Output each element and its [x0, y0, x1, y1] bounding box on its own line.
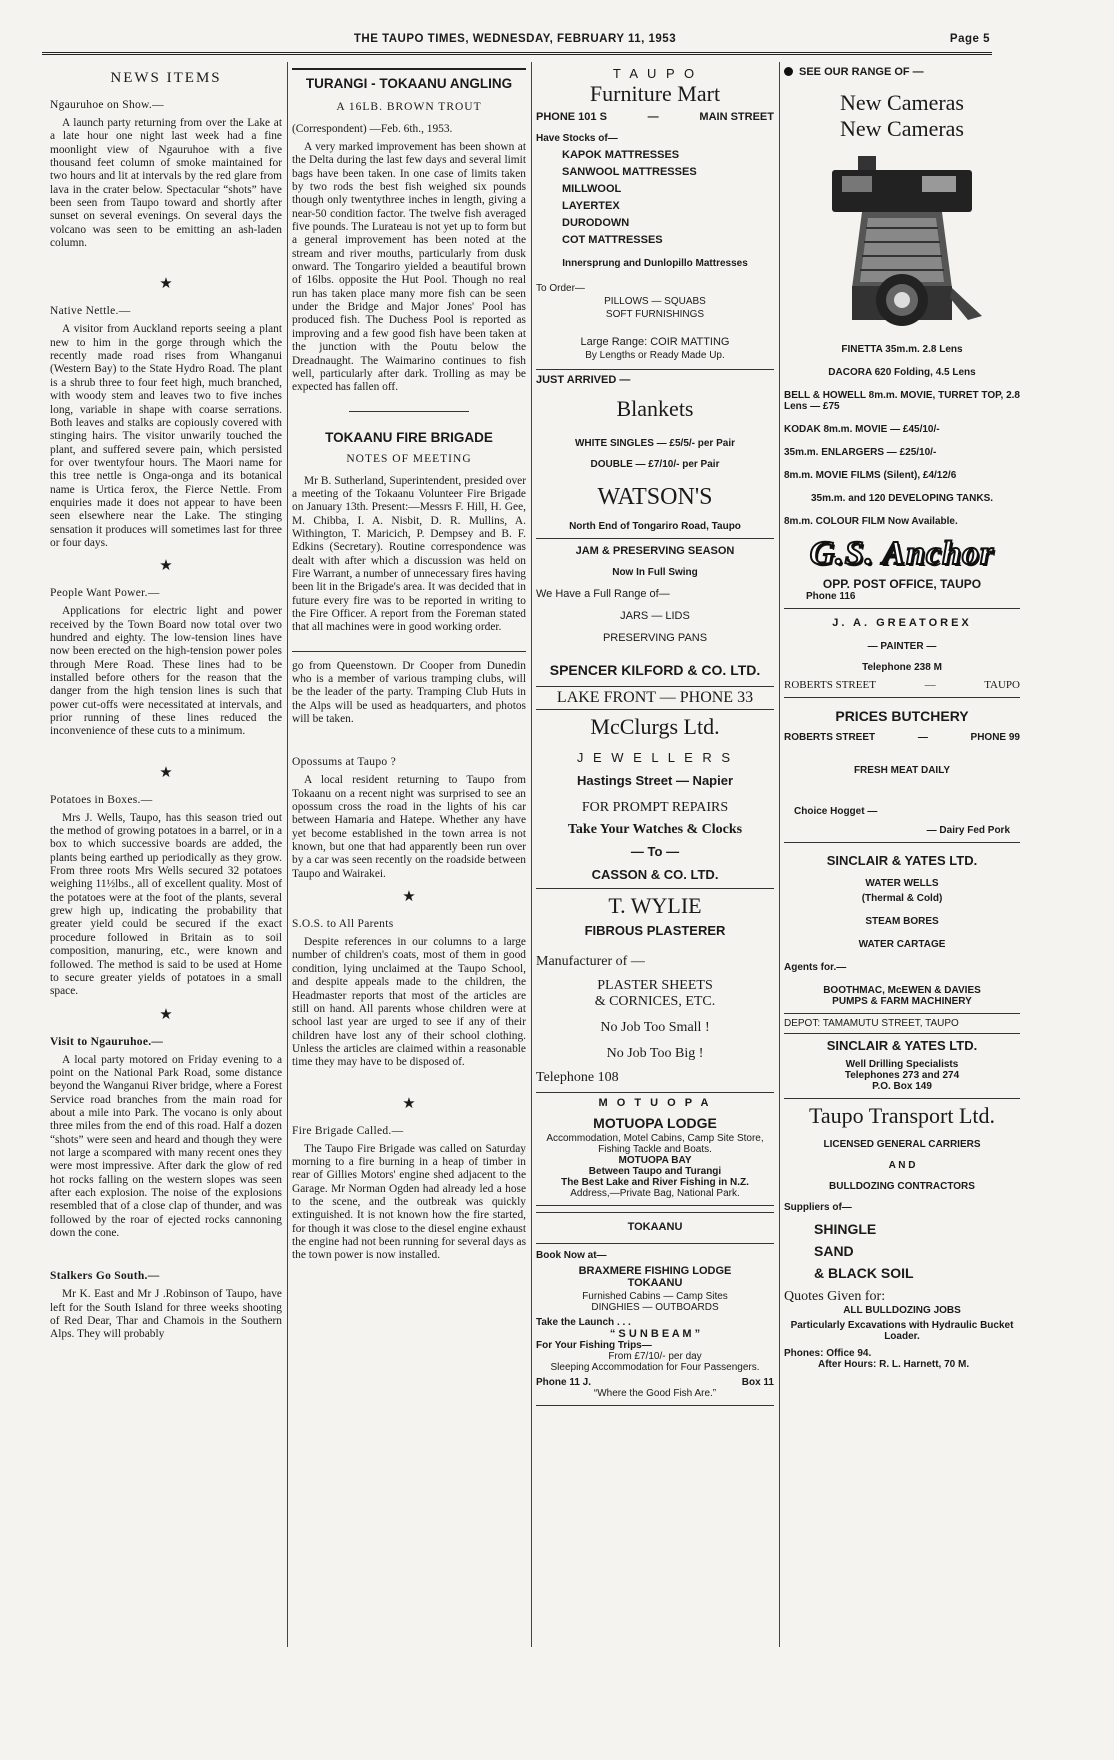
ad-line: By Lengths or Ready Made Up. — [585, 350, 725, 361]
ad-line: Hastings Street — Napier — [576, 773, 734, 788]
ad-line: (Thermal & Cold) — [861, 893, 943, 904]
ad-line: DINGHIES — OUTBOARDS — [591, 1302, 719, 1313]
ad-line: ALL BULLDOZING JOBS — [843, 1305, 961, 1316]
ad-line: P.O. Box 149 — [872, 1081, 932, 1092]
article-heading: Ngauruhoe on Show.— — [50, 99, 164, 111]
ad-title: SINCLAIR & YATES LTD. — [826, 853, 978, 868]
ad-line: BOOTHMAC, McEWEN & DAVIES — [823, 985, 981, 996]
star-icon: ★ — [159, 558, 173, 575]
ad-item: KAPOK MATTRESSES — [562, 149, 680, 161]
ad-line: & CORNICES, ETC. — [594, 994, 716, 1009]
article-text: A local resident returning to Taupo from Tokaanu on a recent night was surprised to see an opossum cross the road in the lights of his car between Hamaria and Hatepe. Whether any have yet become established in the town arrea is not known, but one that had apparently been run over by a car was seen recently on the roadside between Taupo and Wairakei. — [292, 774, 526, 880]
ad-line: Quotes Given for: — [784, 1289, 886, 1304]
ad-line: PUMPS & FARM MACHINERY — [832, 996, 972, 1007]
ad-line: MOTUOPA BAY — [618, 1155, 692, 1166]
ad-phone: PHONE 99 — [970, 732, 1020, 743]
ad-title: Furniture Mart — [589, 81, 721, 106]
ad-line: OPP. POST OFFICE, TAUPO — [822, 577, 982, 591]
ad-line: Take Your Watches & Clocks — [567, 822, 743, 837]
masthead — [40, 30, 990, 50]
ad-phone: PHONE 101 S — [536, 111, 607, 123]
ad-line: SOFT FURNISHINGS — [605, 309, 705, 320]
article-text: Mr B. Sutherland, Superintendent, presided over a meeting of the Tokaanu Volunteer Fire Brigade on January 13th. Present:—Messrs F. Hill, H. Gee, M. Chibba, I. A. Nisbit, D. R. Mullins, A. Withington, T. Maricich, P. Dempsey and B. F. Edkins (Secretary). Routine correspondence was dealt with after which a discussion was held on Fire Warrant, a number of unnecessary fires having been lit in the Brigade's area. It was decided that in future every fire was to be reported in writing to the Fire Officer. A report from the Foreman stated that all machines were in good working order. — [292, 474, 526, 634]
ad-line: From £7/10/- per day — [608, 1351, 702, 1362]
star-icon: ★ — [159, 276, 173, 293]
ad-title: J. A. GREATOREX — [832, 617, 972, 629]
ad-line: WHITE SINGLES — £5/5/- per Pair — [574, 438, 736, 449]
ad-line: M O T U O P A — [598, 1097, 712, 1109]
ad-line: Telephones 273 and 274 — [844, 1070, 960, 1081]
ad-line: FRESH MEAT DAILY — [853, 765, 951, 776]
lake-front-ad — [536, 689, 774, 710]
column-rule — [287, 62, 288, 1647]
ad-line: BRAXMERE FISHING LODGE — [578, 1265, 732, 1277]
ad-line: SEE OUR RANGE OF — — [799, 66, 924, 78]
article-text: The Taupo Fire Brigade was called on Saturday morning to a fire burning in a heap of timber in rear of Gillies Motors' engine shed adjacent to the Garage. Mr Norman Ogden had already led a hose to the scene, and the outbreak was quickly extinguished. It is not known how the fire started, for though it was close to the diesel engine exhaust the engine had not been running for several days as the town power is now installed. — [292, 1142, 526, 1262]
ad-item: 8m.m. MOVIE FILMS (Silent), £4/12/6 — [784, 470, 957, 481]
ad-street: MAIN STREET — [699, 111, 774, 123]
article-text: Applications for electric light and power received by the Town Board now total over two hundred and eighty. The low-tension lines have now been erected on the high-tension power poles through Mere Road. These lines had to be installed before others for the reason that the danger from the high tension lines is such that power cut-offs were necessitated at intervals, and prior running of these lines reduced the inconvenience of these cuts to a minimum. — [50, 605, 282, 738]
greatorex-ad — [784, 609, 1020, 698]
ad-line: Telephone 108 — [536, 1070, 619, 1085]
ad-line: PLASTER SHEETS — [597, 978, 713, 993]
ad-item: MILLWOOL — [562, 183, 622, 195]
ad-title: Blankets — [616, 396, 694, 421]
ad-line: The Best Lake and River Fishing in N.Z. — [561, 1177, 749, 1188]
ad-line: Suppliers of— — [784, 1202, 852, 1213]
article-text: go from Queenstown. Dr Cooper from Dunedin who is a member of various tramping clubs, will be the leader of the party. Tramping Club Huts in the Alps will be used as headquarters, and photos will be taken. — [292, 659, 526, 726]
ad-row — [536, 111, 774, 123]
ad-item: COT MATTRESSES — [562, 234, 663, 246]
ad-item: DACORA 620 Folding, 4.5 Lens — [828, 367, 976, 378]
star-icon: ★ — [159, 1006, 173, 1023]
correspondent-line: (Correspondent) —Feb. 6th., 1953. — [292, 123, 453, 135]
ad-title: New Cameras — [839, 116, 964, 141]
star-icon: ★ — [402, 1095, 416, 1112]
article-heading: Fire Brigade Called.— — [292, 1124, 404, 1137]
ad-line: Choice Hogget — — [794, 806, 878, 817]
ad-line: — — [917, 732, 928, 743]
wylie-ad — [536, 889, 774, 1093]
camera-icon — [802, 148, 1002, 334]
article-heading: Native Nettle.— — [50, 305, 131, 318]
ad-line — [784, 66, 1020, 78]
ad-title: TOKAANU — [627, 1221, 683, 1233]
advertisements-column-right — [784, 62, 1020, 1657]
ad-title: T. WYLIE — [608, 893, 702, 918]
ad-box: Box 11 — [741, 1377, 774, 1388]
bullet-icon — [784, 67, 793, 76]
ad-line: SHINGLE — [814, 1221, 877, 1237]
ad-title: WATSON'S — [597, 484, 713, 510]
motuopa-lodge-ad — [536, 1093, 774, 1206]
ad-line: To Order— — [536, 283, 585, 294]
ad-line: TOKAANU — [627, 1277, 683, 1289]
ad-line: DEPOT: TAMAMUTU STREET, TAUPO — [784, 1014, 1020, 1034]
ad-line: — To — — [630, 844, 680, 859]
ad-line: Take the Launch . . . — [536, 1317, 631, 1328]
ad-line: Address,—Private Bag, National Park. — [570, 1188, 740, 1199]
ad-item: FINETTA 35m.m. 2.8 Lens — [841, 344, 963, 355]
ad-line: SAND — [814, 1243, 854, 1259]
ad-line: — PAINTER — — [867, 641, 937, 652]
ad-line: No Job Too Small ! — [600, 1020, 710, 1035]
ad-title: LAKE FRONT — PHONE 33 — [556, 689, 754, 706]
column-rule — [779, 62, 780, 1647]
taupo-transport-ad — [784, 1099, 1020, 1370]
advertisements-column — [536, 62, 774, 1657]
ad-item: 8m.m. COLOUR FILM Now Available. — [784, 516, 958, 527]
fire-brigade-subtitle: NOTES OF MEETING — [346, 452, 472, 465]
ad-title: PRICES BUTCHERY — [835, 708, 969, 724]
sinclair-yates-ad — [784, 843, 1020, 1014]
ad-line: CASSON & CO. LTD. — [591, 867, 719, 882]
article-heading: People Want Power.— — [50, 587, 160, 600]
ad-line: For Your Fishing Trips— — [536, 1340, 652, 1351]
ad-line: Large Range: COIR MATTING — [580, 336, 730, 348]
ad-item: DURODOWN — [562, 217, 630, 229]
mcclurgs-ad — [536, 710, 774, 889]
article-text: Despite references in our columns to a large number of children's coats, most of them in good condition, lying unclaimed at the Taupo School, and despite appeals made to the children, the Headmaster reports that most of the articles are still on hand. All parents whose children were at school last year are urged to see if any of their children have lost any of their school clothing. Unless the articles are claimed within a reasonable time they may have to be disposed of. — [292, 936, 526, 1069]
page-number: Page 5 — [949, 33, 990, 45]
ad-line: — — [924, 679, 936, 691]
ad-line: T A U P O — [612, 66, 698, 81]
gs-anchor-logo: G.S. Anchor — [809, 535, 995, 572]
ad-row — [536, 1377, 774, 1388]
fire-brigade-title: TOKAANU FIRE BRIGADE — [325, 429, 493, 445]
ad-line: Innersprung and Dunlopillo Mattresses — [562, 258, 748, 269]
ad-line: Phones: Office 94. — [784, 1348, 872, 1359]
ad-line: — — [647, 111, 659, 123]
ad-line: We Have a Full Range of— — [536, 588, 670, 600]
ad-line: Phone 116 — [806, 591, 856, 602]
news-items-column — [50, 62, 282, 1657]
angling-subtitle: A 16LB. BROWN TROUT — [336, 101, 482, 113]
prices-butchery-ad — [784, 698, 1020, 843]
ad-item: 35m.m. ENLARGERS — £25/10/- — [784, 447, 937, 458]
ad-line: Particularly Excavations with Hydraulic Bucket Loader. — [790, 1320, 1014, 1342]
ad-line: Accommodation, Motel Cabins, Camp Site Store, Fishing Tackle and Boats. — [546, 1133, 764, 1155]
angling-column — [292, 62, 526, 1657]
ad-line: Sleeping Accommodation for Four Passengers. — [550, 1362, 760, 1373]
ad-line: & BLACK SOIL — [814, 1265, 914, 1281]
article-heading: Visit to Ngauruhoe.— — [50, 1035, 164, 1048]
sinclair-yates-drilling-ad — [784, 1034, 1020, 1099]
ad-line: FOR PROMPT REPAIRS — [581, 800, 729, 815]
ad-title: New Cameras — [839, 90, 964, 115]
ad-line: PILLOWS — SQUABS — [604, 296, 706, 307]
ad-item: 35m.m. and 120 DEVELOPING TANKS. — [810, 493, 994, 504]
ad-line: WATER WELLS — [865, 878, 939, 889]
ad-title: Taupo Transport Ltd. — [808, 1103, 996, 1128]
angling-title: TURANGI - TOKAANU ANGLING — [292, 68, 526, 91]
ad-line: STEAM BORES — [865, 916, 939, 927]
ad-phone: Phone 11 J. — [536, 1377, 592, 1388]
ad-item: BELL & HOWELL 8m.m. MOVIE, TURRET TOP, 2.8 Lens — £75 — [784, 390, 1020, 412]
article-text: A very marked improvement has been shown at the Delta during the last few days and several limit bags have been taken. In one case of limits taken by two rods the best fish weighed six pounds though only twentythree inches in length, giving a near-50 condition factor. The twelve fish averaged five pounds. The Lurateau is not yet up to form but a general improvement has been noted at the stream and river mouths, particularly from dusk onward. The Tongariro yielded a beautiful brown of 16lbs. opposite the Hut Pool. Though no real run has taken place many more fish can be seen under the Bridge and Major Jones' Pool has produced fish. The Duchess Pool is reported as improving and a few good fish have been taken at the junction with the Poutu below the Dreadnaught. The Waimarino continues to fish well, particularly after dark. Trolling as may be expected has fallen off. — [292, 141, 526, 394]
ad-line: North End of Tongariro Road, Taupo — [569, 521, 741, 532]
ad-line: PRESERVING PANS — [602, 632, 708, 644]
watsons-ad — [536, 370, 774, 539]
ad-line: No Job Too Big ! — [606, 1046, 704, 1061]
ad-line: WATER CARTAGE — [858, 939, 946, 950]
ad-line: Well Drilling Specialists — [845, 1059, 959, 1070]
star-icon: ★ — [159, 764, 173, 781]
ad-item: KODAK 8m.m. MOVIE — £45/10/- — [784, 424, 940, 435]
gs-anchor-ad — [784, 62, 1020, 609]
ad-line: Telephone 238 M — [862, 662, 942, 673]
ad-line: Furnished Cabins — Camp Sites — [582, 1291, 728, 1302]
ad-line: Book Now at— — [536, 1250, 607, 1261]
ad-line: Agents for.— — [784, 962, 847, 973]
ad-street: ROBERTS STREET — [784, 732, 876, 743]
ad-line: After Hours: R. L. Harnett, 70 M. — [818, 1359, 970, 1370]
article-text: A visitor from Auckland reports seeing a plant new to him in the gorge through which the recently made road rises from Whanganui (Western Bay) to the State Hydro Road. The plant is a shrub three to four feet high, much branched, with woody stem and leaves two to five inches long, variable in shape with coarse serrations. Both leaves and stalks are copiously covered with stinging hairs. The visitor unwarily touched the plant, and suffered severe pain, which persisted for over twentyfour hours. The Maori name for this tree nettle is Onga-onga and its botanical name is Urtica ferox, the Fierce Nettle. From enquiries made it does not appear to have been seen elsewhere near the Lake. The stinging sensation it produces will sometimes last for three or four days. — [50, 323, 282, 549]
furniture-mart-ad — [536, 62, 774, 370]
newspaper-title: THE TAUPO TIMES, WEDNESDAY, FEBRUARY 11, 1953 — [353, 33, 677, 45]
divider — [349, 411, 469, 412]
article-heading: Opossums at Taupo ? — [292, 756, 397, 769]
divider — [292, 651, 526, 652]
ad-line: — Dairy Fed Pork — [926, 825, 1010, 836]
ad-line: JARS — LIDS — [620, 610, 690, 622]
news-heading: NEWS ITEMS — [110, 70, 222, 86]
ad-row — [784, 679, 1020, 691]
ad-line: FIBROUS PLASTERER — [584, 923, 726, 938]
jam-season-ad — [536, 539, 774, 687]
article-heading: Stalkers Go South.— — [50, 1270, 160, 1283]
ad-title: SPENCER KILFORD & CO. LTD. — [549, 662, 761, 678]
ad-line: Have Stocks of— — [536, 133, 618, 144]
ad-title: McClurgs Ltd. — [590, 714, 720, 739]
article-text: A launch party returning from over the Lake at a late hour one night last week had a fine moonlight view of Ngauruhoe with a five thousand feet column of smoke maintained for two hours and lit at intervals by the red glare from lava in the crater below. Spectacular “shots” have been seen from Taupo toward and shortly after sunset on several evenings. On several days the volcano was seen to be emitting an ash-laden column. — [50, 117, 282, 250]
ad-row — [784, 732, 1020, 743]
ad-title: SINCLAIR & YATES LTD. — [826, 1038, 978, 1053]
ad-item: LAYERTEX — [562, 200, 620, 212]
ad-line: A N D — [888, 1160, 916, 1171]
article-heading: Potatoes in Boxes.— — [50, 793, 153, 806]
star-icon: ★ — [402, 889, 416, 906]
ad-line: Manufacturer of — — [536, 954, 645, 969]
column-rule — [531, 62, 532, 1647]
article-text: Mrs J. Wells, Taupo, has this season tried out the method of growing potatoes in a barrel, or in a box to which successive boards are added, the plants being earthed up periodically as they grow. From three roots Mrs Wells secured 32 potatoes weighing 11½lbs., all of excellent quality. Most of the potatoes were at the foot of the plants, several grew high up, indicating the probability that greater yield could be secured if the exact procedure followed in Britain as to soil composition, manuring, etc., were known and followed. The method is said to be used at Home to secure greater yields of potatoes in a small space. — [50, 811, 282, 998]
ad-line: LICENSED GENERAL CARRIERS — [823, 1139, 981, 1150]
ad-title: MOTUOPA LODGE — [593, 1115, 717, 1131]
ad-line: “Where the Good Fish Are.” — [593, 1388, 717, 1399]
masthead-rule — [42, 52, 992, 55]
tokaanu-body — [536, 1243, 774, 1399]
ad-line: J E W E L L E R S — [576, 750, 734, 765]
ad-line: JAM & PRESERVING SEASON — [575, 545, 735, 557]
ad-line: BULLDOZING CONTRACTORS — [829, 1181, 975, 1192]
ad-line: DOUBLE — £7/10/- per Pair — [590, 459, 720, 470]
article-heading: S.O.S. to All Parents — [292, 918, 394, 931]
ad-town: TAUPO — [984, 679, 1020, 691]
ad-line: Now In Full Swing — [612, 567, 698, 578]
ad-line: “ S U N B E A M ” — [609, 1328, 701, 1340]
tokaanu-ad — [536, 1212, 774, 1406]
article-text: A local party motored on Friday evening to a point on the National Park Road, some distance beyond the Wanganui River bridge, where a Forest Service road branches from the main road for about a mile into Park. The vocano is only about three miles from the end of this road. Half a dozen “shots” were seen and heard and though they were not large a scompared with many recent ones they were most impressive. After dark the glow of red hot rocks falling on the western slopes was seen after each explosion. The noise of the explosions resembled that of a close clap of thunder, and was followed by the roar of ejected rocks cannoning down the cone. — [50, 1053, 282, 1239]
ad-line: Between Taupo and Turangi — [588, 1166, 722, 1177]
ad-item: SANWOOL MATTRESSES — [562, 166, 697, 178]
article-text: Mr K. East and Mr J .Robinson of Taupo, have left for the South Island for three weeks shooting of Red Dear, Thar and Chamois in the Southern Alps. They will probably — [50, 1288, 282, 1341]
ad-line: JUST ARRIVED — — [536, 374, 631, 386]
ad-street: ROBERTS STREET — [784, 679, 876, 691]
